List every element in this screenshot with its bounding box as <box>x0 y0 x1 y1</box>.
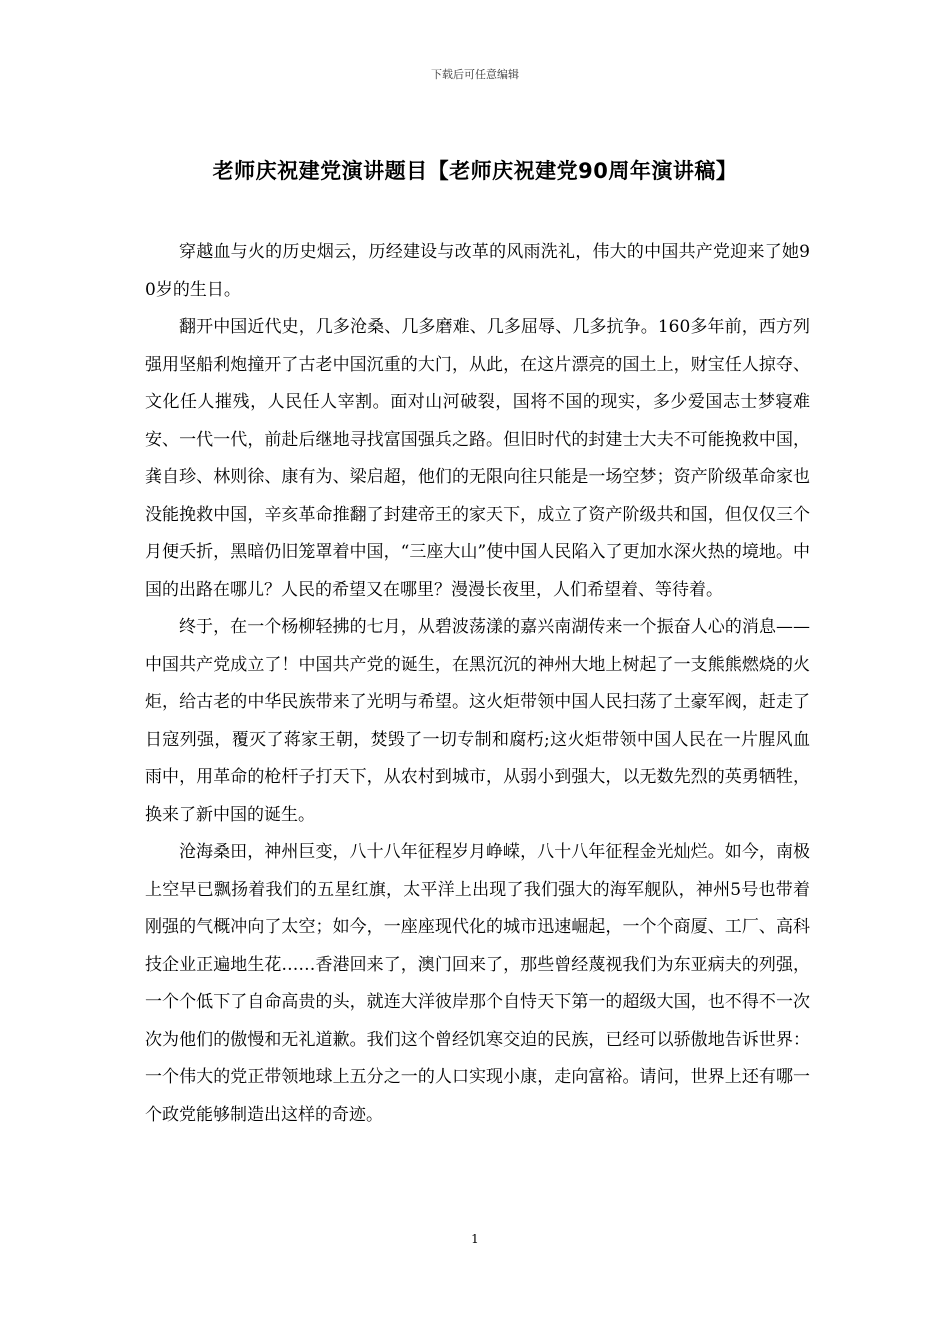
paragraph-4: 沧海桑田，神州巨变，八十八年征程岁月峥嵘，八十八年征程金光灿烂。如今，南极上空早已飘扬着我们的五星红旗，太平洋上出现了我们强大的海军舰队，神州5号也带着刚强的气概冲向了太空；如今，一座座现代化的城市迅速崛起，一个个商厦、工厂、高科技企业正遍地生花……香港回来了，澳门回来了，那些曾经蔑视我们为东亚病夫的列强，一个个低下了自命高贵的头，就连大洋彼岸那个自恃天下第一的超级大国，也不得不一次次为他们的傲慢和无礼道歉。我们这个曾经饥寒交迫的民族，已经可以骄傲地告诉世界：一个伟大的党正带领地球上五分之一的人口实现小康，走向富裕。请问，世界上还有哪一个政党能够制造出这样的奇迹。 <box>145 842 810 1125</box>
paragraph-1: 穿越血与火的历史烟云，历经建设与改革的风雨洗礼，伟大的中国共产党迎来了她90岁的生日。 <box>145 242 810 300</box>
paragraph-2: 翻开中国近代史，几多沧桑、几多磨难、几多屈辱、几多抗争。160多年前，西方列强用坚船利炮撞开了古老中国沉重的大门，从此，在这片漂亮的国土上，财宝任人掠夺、文化任人摧残，人民任人宰割。面对山河破裂，国将不国的现实，多少爱国志士梦寝难安、一代一代，前赴后继地寻找富国强兵之路。但旧时代的封建士大夫不可能挽救中国，龚自珍、林则徐、康有为、梁启超，他们的无限向往只能是一场空梦；资产阶级革命家也没能挽救中国，辛亥革命推翻了封建帝王的家天下，成立了资产阶级共和国，但仅仅三个月便夭折，黑暗仍旧笼罩着中国，“三座大山”使中国人民陷入了更加水深火热的境地。中国的出路在哪儿？人民的希望又在哪里？漫漫长夜里，人们希望着、等待着。 <box>145 317 810 600</box>
header-note: 下载后可任意编辑 <box>431 68 519 81</box>
page-number: 1 <box>471 1232 479 1246</box>
document-title: 老师庆祝建党演讲题目【老师庆祝建党90周年演讲稿】 <box>212 159 738 183</box>
paragraph-3: 终于，在一个杨柳轻拂的七月，从碧波荡漾的嘉兴南湖传来一个振奋人心的消息——中国共产党成立了！中国共产党的诞生，在黑沉沉的神州大地上树起了一支熊熊燃烧的火炬，给古老的中华民族带来了光明与希望。这火炬带领中国人民扫荡了土豪军阀，赶走了日寇列强，覆灭了蒋家王朝，焚毁了一切专制和腐朽;这火炬带领中国人民在一片腥风血雨中，用革命的枪杆子打天下，从农村到城市，从弱小到强大，以无数先烈的英勇牺牲，换来了新中国的诞生。 <box>145 617 810 825</box>
document-body <box>145 234 810 1134</box>
